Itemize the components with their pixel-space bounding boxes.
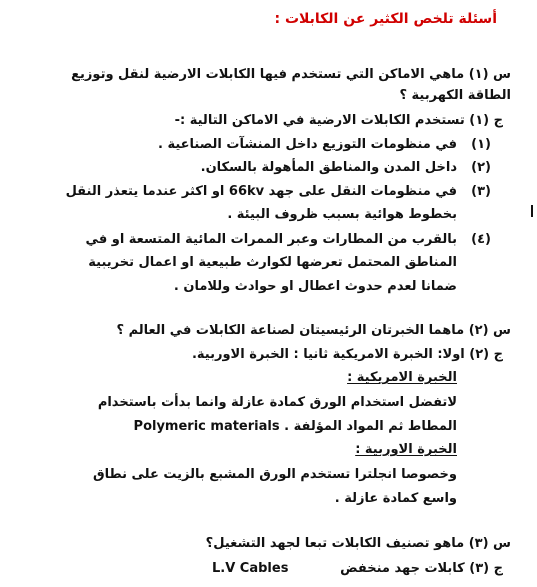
item-text: داخل المدن والمناطق المأهولة بالسكان. [200,160,457,175]
item-number: (٢) [471,160,491,175]
european-line-1: وخصوصا انجلترا تستخدم الورق المشبع بالزيت على نطاق [92,467,457,482]
answer-1-item-4-cont-2: ضمانا لعدم حدوث اعطال او حوادث وللامان . [173,279,457,294]
european-line-2: واسع كمادة عازلة . [334,491,457,506]
answer-3-english: L.V Cables [212,561,289,576]
answer-2: ج (٢) اولا: الخبرة الامريكية ثانيا : الخبرة الاوربية. [191,347,503,362]
answer-1-item-4-cont-1: المناطق المحتمل تعرضها لكوارث طبيعية او اعمال تخريبية [88,255,457,270]
item-number: (٣) [471,184,491,199]
american-line-2-arabic: المطاط ثم المواد المؤلفة [293,419,457,434]
item-text: في منظومات التوزيع داخل المنشآت الصناعية . [158,137,457,152]
item-number: (١) [471,137,491,152]
item-number: (٤) [471,232,491,247]
item-text: في منظومات النقل على جهد 66kv او اكثر عندما يتعذر النقل [65,184,457,199]
question-3: س (٣) ماهو تصنيف الكابلات تبعا لجهد التشغيل؟ [205,536,511,551]
answer-3-arabic: ج (٣) كابلات جهد منخفض [340,561,503,576]
item-text: بالقرب من المطارات وعبر الممرات المائية المتسعة او في [85,232,457,247]
edge-mark [531,205,533,217]
question-2: س (٢) ماهما الخبرتان الرئيسيتان لصناعة الكابلات في العالم ؟ [116,323,511,338]
american-line-1: لاتفضل استخدام الورق كمادة عازلة وانما بدأت باستخدام [97,395,457,410]
answer-1-intro: ج (١) تستخدم الكابلات الارضية في الاماكن التالية :- [174,113,503,128]
question-1-line-2: الطاقة الكهربية ؟ [399,88,511,103]
american-heading: الخبرة الامريكية : [347,370,457,385]
answer-1-item-1 [158,136,491,154]
answer-3 [340,560,503,578]
document-title: أسئلة تلخص الكثير عن الكابلات : [274,11,497,27]
answer-1-item-3 [66,183,491,201]
american-line-2 [134,418,457,436]
american-line-2-english: Polymeric materials . [133,419,290,434]
answer-1-item-4 [86,231,491,249]
european-heading: الخبرة الاوربية : [355,442,457,457]
answer-1-item-3-cont: بخطوط هوائية بسبب ظروف البيئة . [227,207,457,222]
question-1-line-1: س (١) ماهي الاماكن التي تستخدم فيها الكابلات الارضية لنقل وتوزيع [71,67,511,82]
answer-1-item-2 [201,159,491,177]
